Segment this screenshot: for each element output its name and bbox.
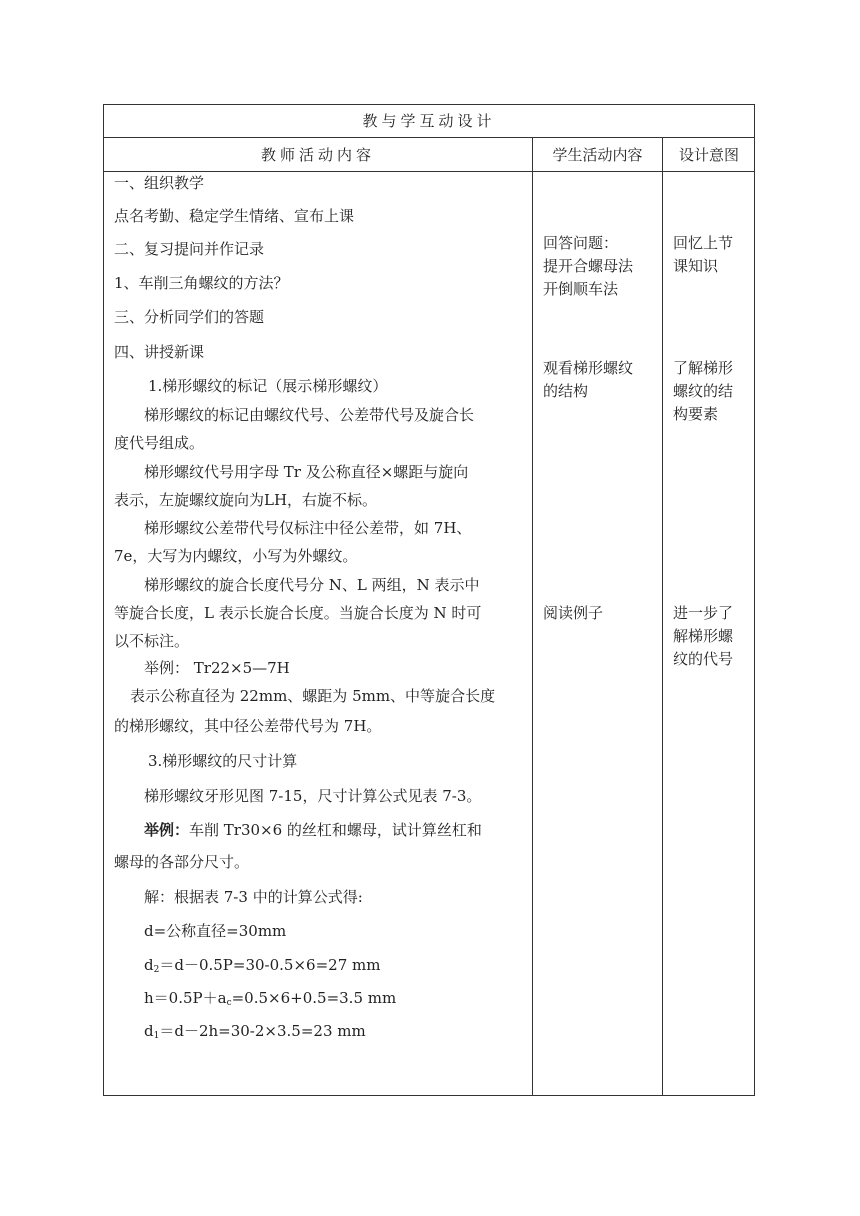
teacher-line: 举例： Tr22×5—7H (144, 659, 290, 677)
intent-line: 进一步了 (673, 604, 734, 622)
teacher-line: 三、分析同学们的答题 (114, 308, 265, 326)
student-line: 开倒顺车法 (543, 280, 619, 298)
student-line: 回答问题： (543, 234, 619, 252)
table-title: 教与学互动设计 (362, 112, 496, 130)
teacher-line: 1.梯形螺纹的标记（展示梯形螺纹） (148, 377, 388, 395)
teacher-line: 解：根据表 7-3 中的计算公式得: (144, 888, 363, 906)
formula-symbol: h＝0.5P＋a (144, 989, 227, 1007)
intent-line: 解梯形螺 (673, 627, 734, 645)
formula-subscript: c (226, 998, 232, 1008)
teacher-line: 四、讲授新课 (114, 343, 205, 361)
header-design-intent: 设计意图 (678, 146, 739, 164)
student-line: 观看梯形螺纹 (543, 359, 634, 377)
teacher-line: 表示公称直径为 22mm、螺距为 5mm、中等旋合长度 (130, 687, 496, 705)
teacher-line: 的梯形螺纹，其中径公差带代号为 7H。 (114, 717, 382, 735)
formula-expression: =0.5×6+0.5=3.5 mm (231, 989, 397, 1007)
intent-line: 纹的代号 (673, 650, 734, 668)
intent-line: 构要素 (673, 405, 719, 423)
teacher-line (144, 819, 482, 841)
teacher-line: 点名考勤、稳定学生情绪、宣布上课 (114, 207, 355, 225)
student-line: 阅读例子 (543, 604, 604, 622)
intent-line: 课知识 (673, 257, 719, 275)
teacher-line: 等旋合长度，L 表示长旋合长度。当旋合长度为 N 时可 (114, 604, 482, 622)
example-label: 举例： (144, 821, 190, 839)
intent-line: 回忆上节 (673, 234, 734, 252)
title-divider (104, 137, 754, 138)
teacher-line: 梯形螺纹代号用字母 Tr 及公称直径×螺距与旋向 (144, 463, 469, 481)
teacher-line: 梯形螺纹的标记由螺纹代号、公差带代号及旋合长 (144, 406, 475, 424)
teacher-line: 螺母的各部分尺寸。 (114, 853, 250, 871)
column-divider-2 (662, 137, 663, 1095)
teacher-line: 一、组织教学 (114, 174, 205, 192)
formula-symbol: d (144, 1022, 154, 1040)
teacher-line: 表示，左旋螺纹旋向为LH，右旋不标。 (114, 491, 378, 509)
intent-line: 了解梯形 (673, 359, 734, 377)
example-text: 车削 Tr30×6 的丝杠和螺母，试计算丝杠和 (189, 821, 482, 839)
teacher-line: 梯形螺纹公差带代号仅标注中径公差带，如 7H、 (144, 519, 472, 537)
interaction-design-table (103, 104, 755, 1096)
column-divider-1 (532, 137, 533, 1095)
teacher-line: 梯形螺纹牙形见图 7-15，尺寸计算公式见表 7-3。 (144, 787, 482, 805)
header-student-activity: 学生活动内容 (552, 146, 643, 164)
teacher-line: 梯形螺纹的旋合长度代号分 N、L 两组，N 表示中 (144, 576, 480, 594)
formula-expression: ＝d－0.5P=30-0.5×6=27 mm (159, 956, 381, 974)
formula-symbol: d (144, 956, 154, 974)
student-line: 的结构 (543, 382, 589, 400)
formula-line (144, 987, 396, 1009)
formula-line: d=公称直径=30mm (144, 922, 287, 940)
formula-line (144, 1020, 366, 1042)
formula-line (144, 954, 380, 976)
header-teacher-activity: 教师活动内容 (260, 146, 375, 164)
teacher-line: 二、复习提问并作记录 (114, 240, 265, 258)
student-line: 提开合螺母法 (543, 257, 634, 275)
teacher-line: 以不标注。 (114, 632, 190, 650)
teacher-line: 度代号组成。 (114, 434, 205, 452)
formula-subscript: 1 (153, 1031, 160, 1041)
teacher-line: 1、车削三角螺纹的方法？ (114, 274, 289, 292)
intent-line: 螺纹的结 (673, 382, 734, 400)
formula-subscript: 2 (153, 965, 160, 975)
formula-expression: ＝d－2h=30-2×3.5=23 mm (159, 1022, 366, 1040)
teacher-line: 3.梯形螺纹的尺寸计算 (148, 752, 298, 770)
teacher-line: 7e，大写为内螺纹，小写为外螺纹。 (114, 547, 358, 565)
